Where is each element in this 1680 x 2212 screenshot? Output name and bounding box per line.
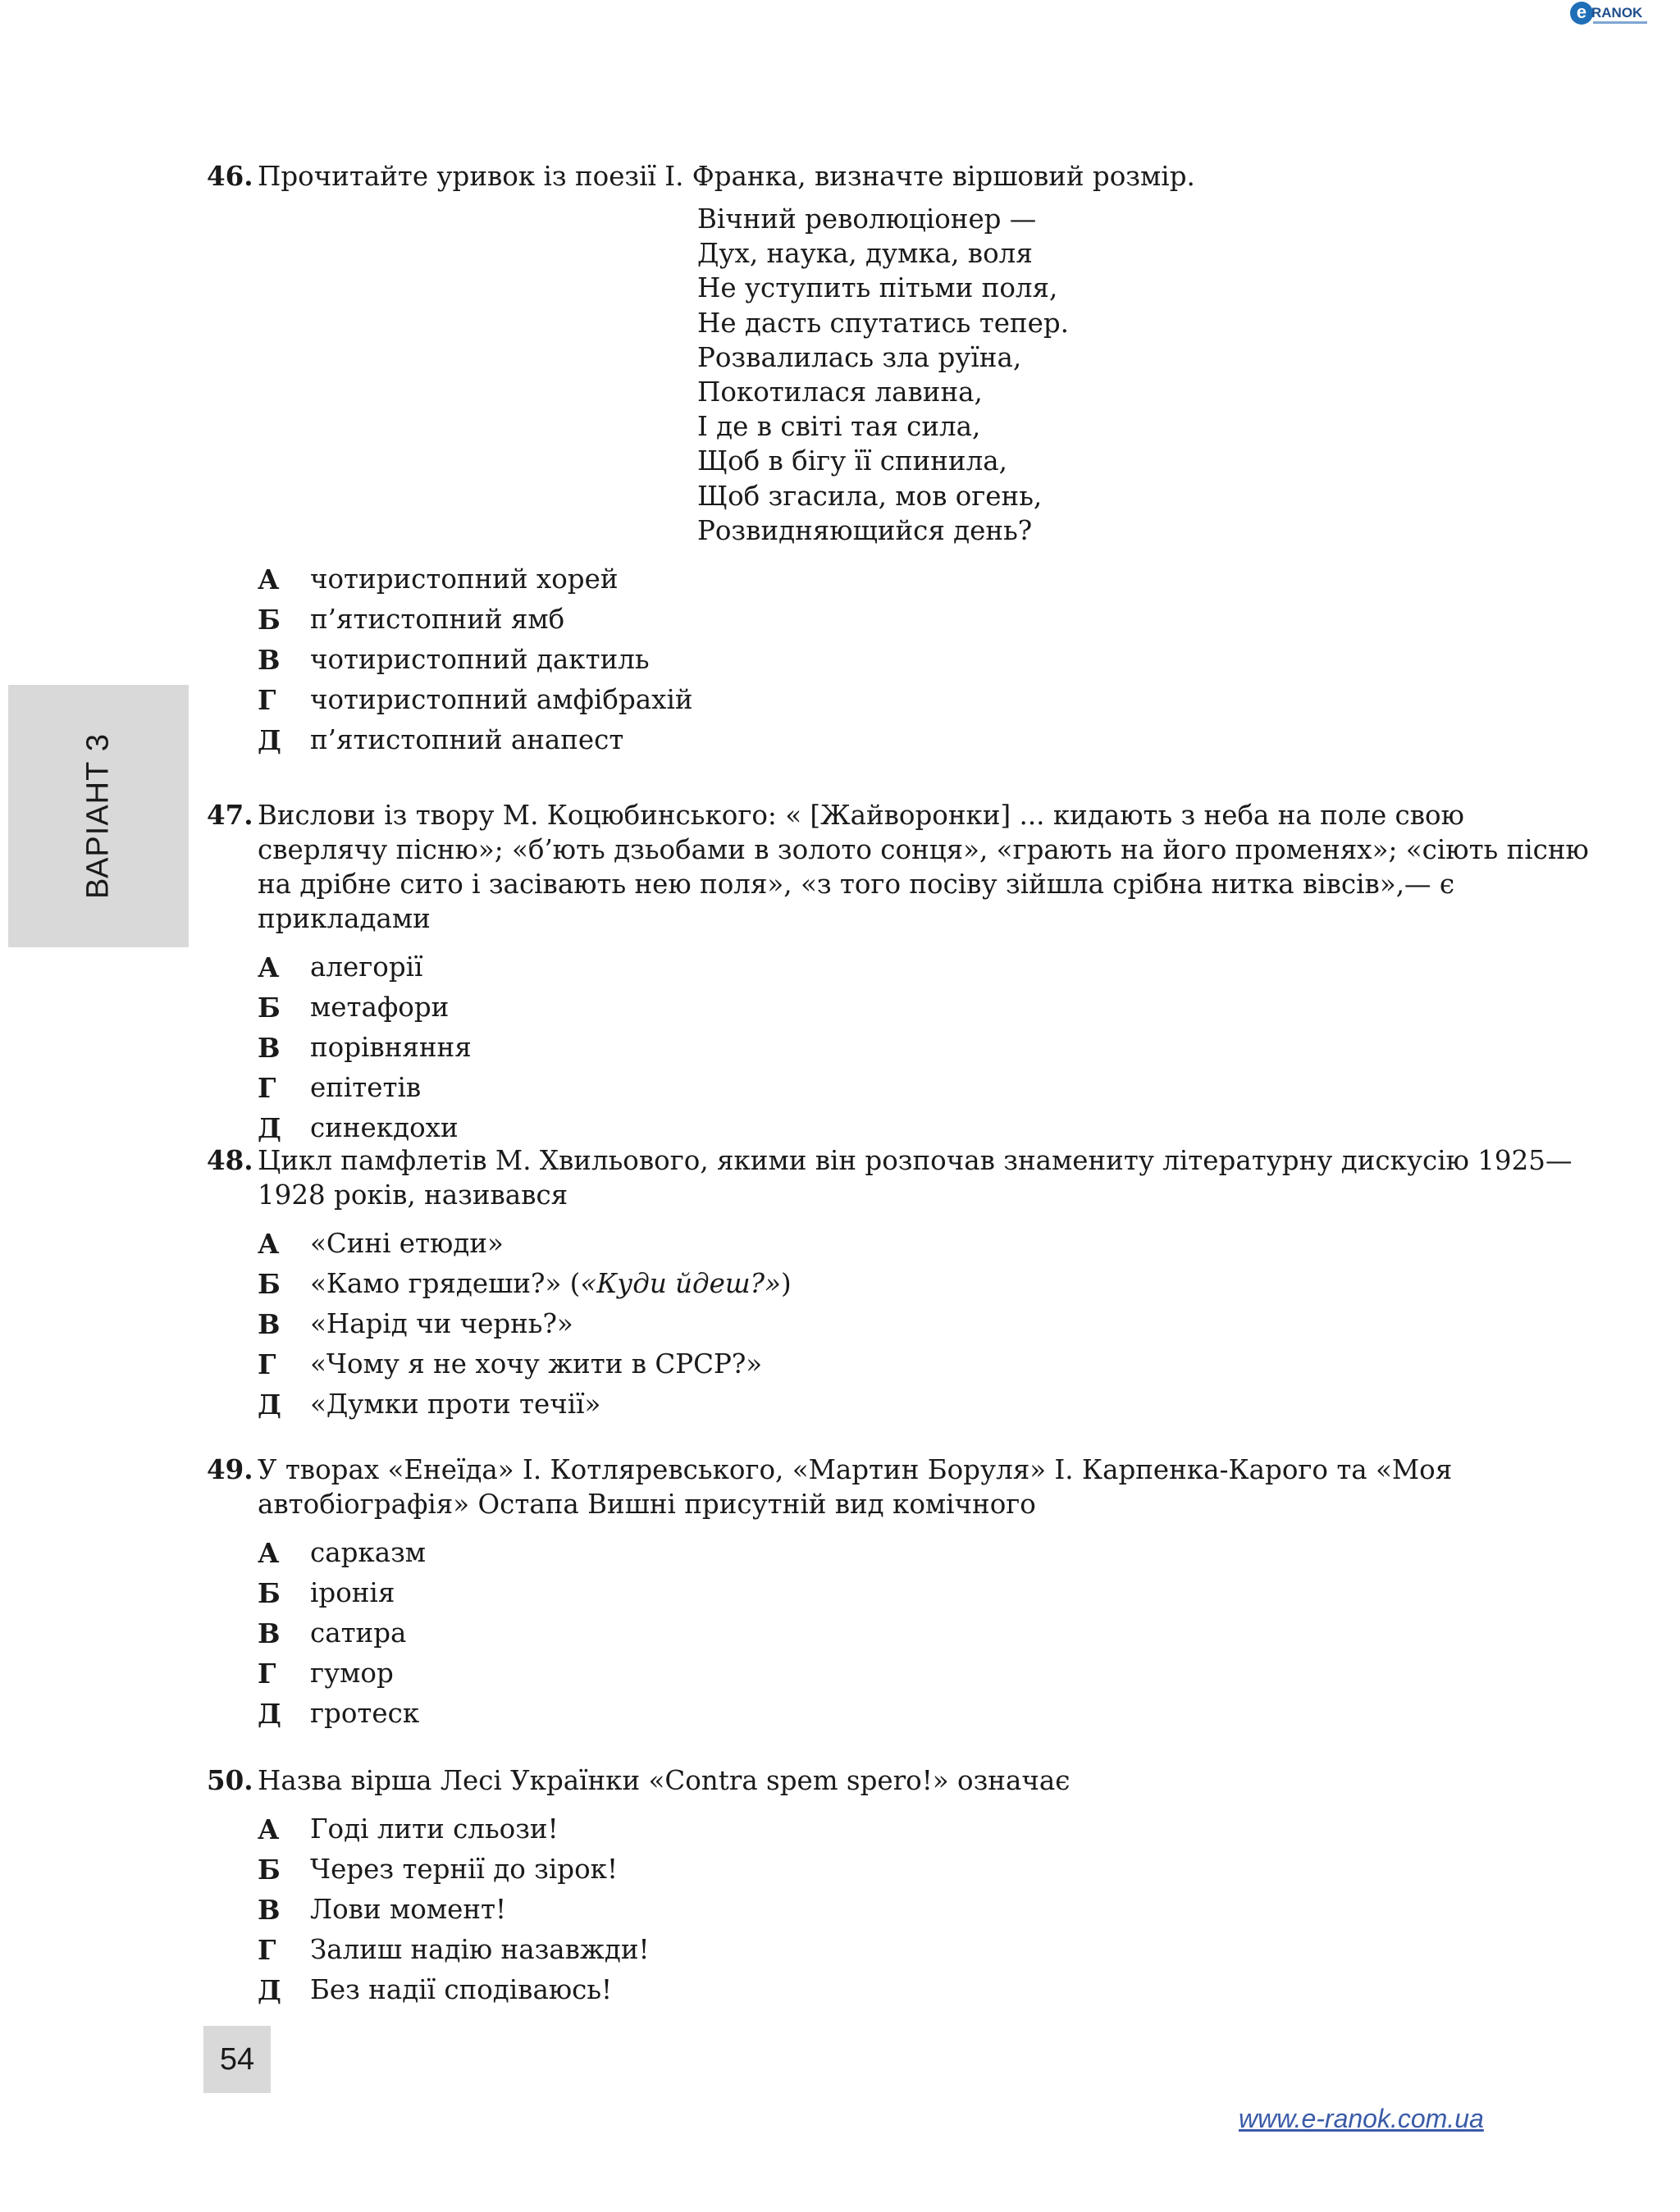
logo-underline [1593, 21, 1647, 24]
logo-e-icon: e [1570, 2, 1593, 25]
option-letter: В [258, 1032, 281, 1064]
page-number: 54 [203, 2026, 271, 2093]
poem-line: Щоб в бігу її спинила, [697, 445, 1007, 477]
answer-options [258, 559, 1601, 760]
option-letter: Б [258, 604, 281, 636]
option-letter: А [258, 563, 280, 596]
question-47 [207, 798, 1601, 1148]
option-text: чотиристопний амфібрахій [310, 684, 693, 716]
option-letter: Г [258, 1658, 276, 1690]
logo-brand: RANOK [1591, 5, 1643, 21]
question-text: У творах «Енеїда» І. Котляревського, «Мартин Боруля» І. Карпенка-Карого та «Моя автобіографія» Остапа Вишні присутній вид комічного [258, 1454, 1453, 1520]
answer-option[interactable] [258, 1028, 1601, 1068]
option-text: сарказм [310, 1537, 427, 1568]
option-text: «Нарід чи чернь?» [310, 1308, 573, 1339]
question-48 [207, 1143, 1601, 1425]
question-49 [207, 1453, 1601, 1734]
option-letter: В [258, 1894, 281, 1926]
option-text: п’ятистопний анапест [310, 724, 624, 756]
option-text: Лови момент! [310, 1894, 507, 1925]
poem-line: Дух, наука, думка, воля [697, 238, 1033, 270]
answer-option[interactable] [258, 1573, 1601, 1613]
poem-line: Покотилася лавина, [697, 376, 983, 408]
option-text [310, 1268, 792, 1299]
option-text: чотиристопний хорей [310, 563, 619, 595]
variant-label: ВАРІАНТ 3 [80, 732, 116, 900]
option-text: порівняння [310, 1032, 472, 1063]
question-number: 50. [207, 1764, 253, 1796]
answer-option[interactable] [258, 1533, 1601, 1573]
answer-option[interactable] [258, 1304, 1601, 1344]
option-letter: Г [258, 1072, 276, 1104]
option-text-close: ) [780, 1268, 792, 1299]
answer-options [258, 947, 1601, 1148]
option-text: сатира [310, 1617, 407, 1649]
answer-option[interactable] [258, 1613, 1601, 1653]
option-letter: Д [258, 1112, 281, 1144]
option-text: п’ятистопний ямб [310, 604, 565, 636]
answer-option[interactable] [258, 987, 1601, 1028]
option-text: іронія [310, 1577, 395, 1608]
answer-options [258, 1224, 1601, 1425]
option-letter: Б [258, 1268, 281, 1300]
option-text-main: «Камо грядеши?» ( [310, 1268, 581, 1299]
option-letter: А [258, 951, 280, 983]
answer-option[interactable] [258, 1068, 1601, 1108]
answer-option[interactable] [258, 600, 1601, 640]
publisher-logo [1567, 0, 1652, 33]
poem-line: І де в світі тая сила, [697, 411, 981, 443]
answer-option[interactable] [258, 1849, 1601, 1890]
question-46 [207, 159, 1601, 760]
poem-excerpt [697, 202, 1601, 548]
answer-option[interactable] [258, 1890, 1601, 1930]
option-letter: В [258, 1617, 281, 1649]
answer-option[interactable] [258, 1653, 1601, 1694]
answer-option[interactable] [258, 947, 1601, 987]
option-letter: Б [258, 1854, 281, 1886]
option-letter: Д [258, 1389, 281, 1421]
poem-line: Щоб згасила, мов огень, [697, 480, 1043, 512]
option-text-translation: «Куди йдеш?» [580, 1268, 781, 1299]
option-letter: Б [258, 1577, 281, 1609]
option-text: синекдохи [310, 1112, 459, 1143]
option-text: метафори [310, 992, 450, 1023]
question-number: 48. [207, 1144, 253, 1176]
option-text: «Думки проти течії» [310, 1389, 601, 1420]
option-text: епітетів [310, 1072, 422, 1103]
option-letter: А [258, 1813, 280, 1845]
answer-option[interactable] [258, 1384, 1601, 1425]
option-letter: В [258, 1308, 281, 1340]
option-text: Без надії сподіваюсь! [310, 1974, 613, 2005]
option-letter: Д [258, 1698, 281, 1730]
question-text: Прочитайте уривок із поезії І. Франка, визначте віршовий розмір. [258, 161, 1195, 192]
answer-option[interactable] [258, 1108, 1601, 1148]
answer-option[interactable] [258, 1344, 1601, 1384]
option-letter: А [258, 1228, 280, 1260]
poem-line: Вічний революціонер — [697, 203, 1037, 235]
option-text: гротеск [310, 1698, 420, 1729]
website-link[interactable]: www.e-ranok.com.ua [1239, 2104, 1484, 2133]
poem-line: Не дасть спутатись тепер. [697, 307, 1069, 339]
option-text: Через тернії до зірок! [310, 1854, 619, 1885]
question-number: 46. [207, 160, 253, 192]
answer-option[interactable] [258, 1264, 1601, 1304]
answer-option[interactable] [258, 1930, 1601, 1970]
answer-option[interactable] [258, 720, 1601, 760]
option-letter: Д [258, 1974, 281, 2006]
answer-option[interactable] [258, 1809, 1601, 1849]
question-text: Цикл памфлетів М. Хвильового, якими він розпочав знамениту літературну дискусію 1925—1928 років, називався [258, 1145, 1573, 1211]
answer-option[interactable] [258, 640, 1601, 680]
answer-option[interactable] [258, 559, 1601, 600]
option-letter: Г [258, 1934, 276, 1966]
question-number: 47. [207, 799, 253, 831]
option-text: алегорії [310, 951, 423, 983]
answer-options [258, 1809, 1601, 2010]
poem-line: Не уступить пітьми поля, [697, 272, 1058, 304]
answer-option[interactable] [258, 680, 1601, 720]
option-letter: В [258, 644, 281, 677]
option-text: гумор [310, 1658, 394, 1689]
option-text: «Чому я не хочу жити в СРСР?» [310, 1348, 763, 1380]
option-text: чотиристопний дактиль [310, 644, 650, 676]
question-number: 49. [207, 1453, 253, 1485]
option-text: Годі лити сльози! [310, 1813, 559, 1845]
option-text: «Сині етюди» [310, 1228, 504, 1259]
option-letter: Д [258, 724, 281, 757]
question-50 [207, 1763, 1601, 2010]
poem-line: Розвалилась зла руїна, [697, 341, 1022, 373]
question-text: Назва вірша Лесі Українки «Contra spem spero!» означає [258, 1765, 1071, 1796]
answer-option[interactable] [258, 1224, 1601, 1264]
question-text: Вислови із твору М. Коцюбинського: « [Жайворонки] ... кидають з неба на поле свою сверлячу пісню»; «б’ють дзьобами в золото сонця», «грають на його променях»; «сіють пісню на дрібне сито і засівають нею поля», «з того посіву зійшла срібна нитка вівсів»,— є прикладами [258, 800, 1589, 934]
answer-options [258, 1533, 1601, 1734]
option-letter: Г [258, 684, 276, 717]
option-letter: Б [258, 992, 281, 1024]
option-letter: А [258, 1537, 280, 1569]
answer-option[interactable] [258, 1970, 1601, 2010]
option-letter: Г [258, 1348, 276, 1380]
answer-option[interactable] [258, 1694, 1601, 1734]
option-text: Залиш надію назавжди! [310, 1934, 650, 1965]
poem-line: Розвидняющийся день? [697, 514, 1033, 546]
variant-side-tab [8, 685, 189, 947]
